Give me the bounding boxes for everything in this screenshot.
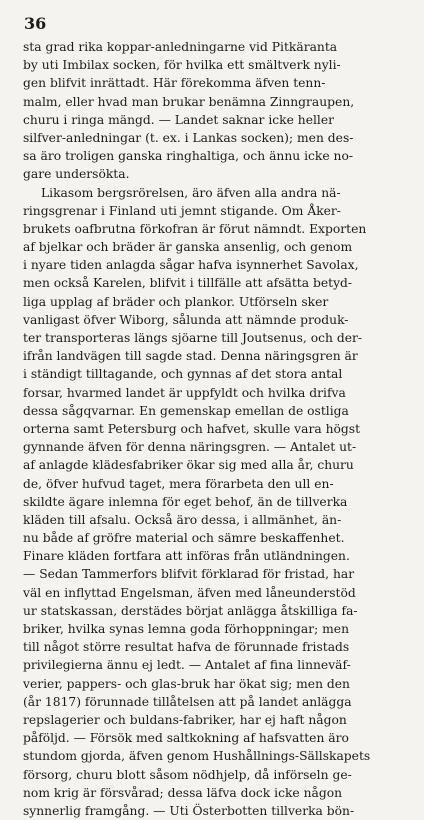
text-line: (år 1817) förunnade tillåtelsen att på landet anlägga bbox=[23, 694, 352, 709]
text-line: ringsgrenar i Finland uti jemnt stigande. Om Åker- bbox=[23, 203, 341, 218]
text-line: väl en inflyttad Engelsman, äfven med låneunderstöd bbox=[23, 585, 356, 600]
text-line: till något större resultat hafva de förunnade fristads bbox=[23, 640, 350, 655]
text-line: silfver-anledningar (t. ex. i Lankas socken); men des- bbox=[23, 130, 354, 145]
text-line: privilegierna ännu ej ledt. — Antalet af fina linneväf- bbox=[23, 658, 351, 673]
text-line: repslagerier och buldans-fabriker, har ej haft någon bbox=[23, 712, 347, 727]
page-number: 36 bbox=[24, 14, 47, 33]
text-line: vanligast öfver Wiborg, sålunda att nämnde produk- bbox=[23, 312, 349, 327]
text-line: verier, pappers- och glas-bruk har ökat sig; men den bbox=[23, 676, 350, 691]
text-line: forsar, hvarmed landet är uppfyldt och hvilka drifva bbox=[23, 385, 346, 400]
text-line: Likasom bergsrörelsen, äro äfven alla andra nä- bbox=[41, 185, 341, 200]
text-line: gynnande äfven för denna näringsgren. — Antalet ut- bbox=[23, 440, 357, 455]
text-line: churu i ringa mängd. — Landet saknar icke heller bbox=[23, 112, 335, 127]
text-line: ifrån landvägen till sagde stad. Denna näringsgren är bbox=[23, 349, 358, 364]
text-line: ter transporteras längs sjöarne till Joutsenus, och der- bbox=[23, 331, 363, 345]
text-line: skildte ägare inlemna för eget behof, än de tillverka bbox=[23, 494, 348, 509]
text-line: de, öfver hufvud taget, mera förarbeta den ull en- bbox=[23, 476, 334, 491]
text-line: liga upplag af bräder och plankor. Utförseln sker bbox=[23, 294, 329, 309]
text-line: försorg, churu blott såsom nödhjelp, då införseln ge- bbox=[23, 767, 352, 782]
text-line: i ständigt tilltagande, och gynnas af det stora antal bbox=[23, 367, 343, 382]
text-line: malm, eller hvad man brukar benämna Zinngraupen, bbox=[23, 94, 355, 109]
text-line: stundom gjorda, äfven genom Hushållnings-Sällskapets bbox=[23, 749, 371, 764]
text-line: by uti Imbilax socken, för hvilka ett smältverk nyli- bbox=[23, 58, 341, 73]
text-line: i nyare tiden anlagda sågar hafva isynnerhet Savolax, bbox=[23, 258, 359, 273]
text-line: sa äro troligen ganska ringhaltiga, och ännu icke no- bbox=[23, 149, 353, 164]
text-line: brukets oafbrutna förkofran är förut nämndt. Exporten bbox=[23, 221, 367, 236]
text-line: kläden till afsalu. Också äro dessa, i allmänhet, än- bbox=[23, 512, 342, 527]
text-line: dessa sågqvarnar. En gemenskap emellan de ostliga bbox=[23, 403, 349, 418]
text-line: nom krig är försvårad; dessa läfva dock icke någon bbox=[23, 785, 343, 800]
text-line: sta grad rika koppar-anledningarne vid Pitkäranta bbox=[23, 40, 338, 54]
text-line: ur statskassan, derstädes börjat anlägga åtskilliga fa- bbox=[23, 603, 358, 618]
text-line: briker, hvilka synas lemna goda förhoppningar; men bbox=[23, 622, 349, 636]
text-line: af bjelkar och bräder är ganska ansenlig, och genom bbox=[23, 240, 353, 255]
text-line: men också Karelen, blifvit i tillfälle att afsätta betyd- bbox=[23, 276, 353, 291]
text-line: gare undersökta. bbox=[23, 167, 130, 182]
text-line: påföljd. — Försök med saltkokning af hafsvatten äro bbox=[23, 731, 349, 746]
text-line: Finare kläden fortfara att införas från utländningen. bbox=[23, 549, 350, 564]
body-text bbox=[23, 38, 405, 820]
text-line: orterna samt Petersburg och hafvet, skulle vara högst bbox=[23, 421, 361, 436]
text-line: synnerlig framgång. — Uti Österbotten tillverka bön- bbox=[23, 803, 355, 818]
text-line: af anlagde klädesfabriker ökar sig med alla år, churu bbox=[23, 458, 354, 473]
text-line: — Sedan Tammerfors blifvit förklarad för fristad, har bbox=[23, 567, 355, 582]
text-line: nu både af gröfre material och sämre beskaffenhet. bbox=[23, 531, 345, 546]
text-line: gen blifvit inrättadt. Här förekomma äfven tenn- bbox=[23, 76, 326, 91]
